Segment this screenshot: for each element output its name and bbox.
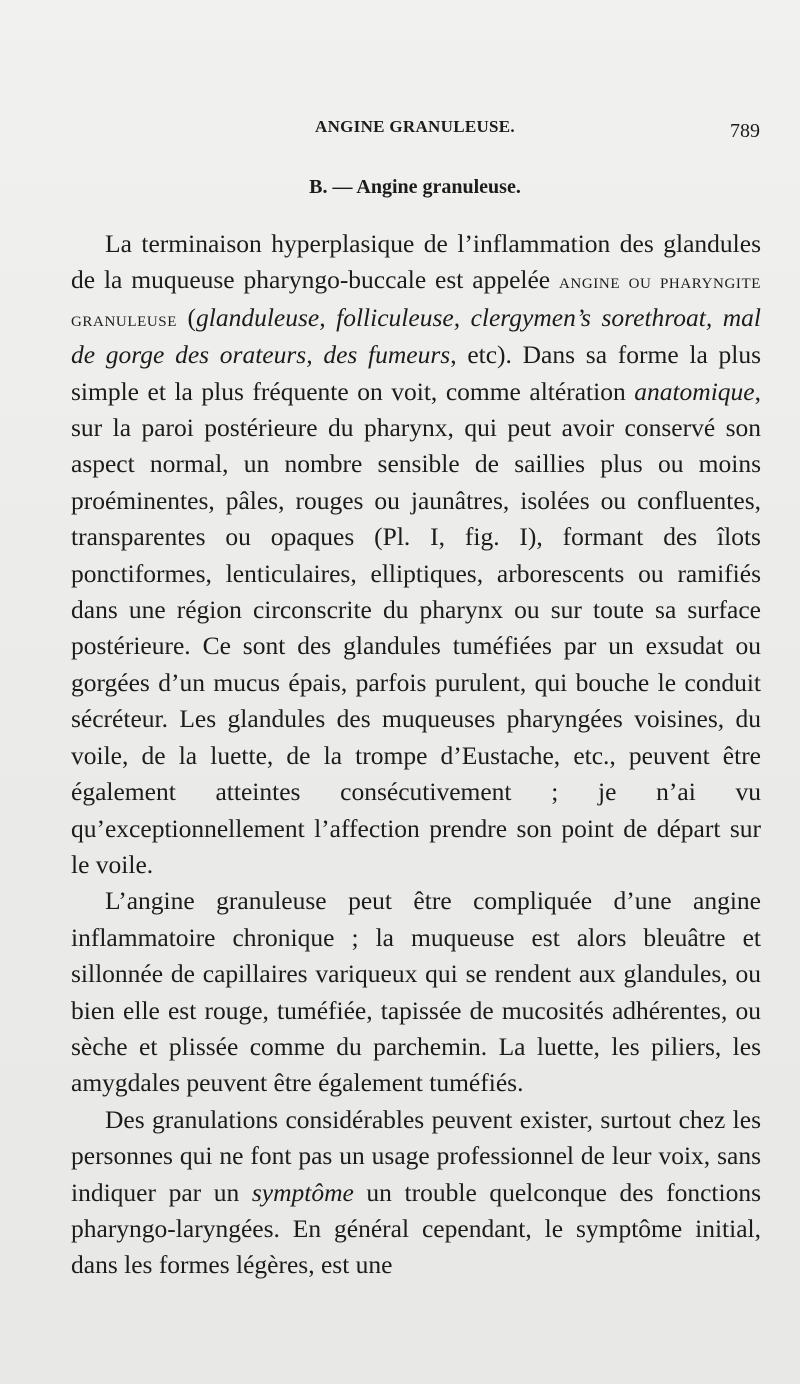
body-text <box>71 226 761 1284</box>
paragraph-1-text-a: La terminaison hyperplasique de l’inflammation des glandules de la muqueuse pharyngo-buccale est appelée <box>71 229 761 295</box>
paragraph-1-text-d: , sur la paroi postérieure du pharynx, qui peut avoir conservé son aspect normal, un nombre sensible de saillies plus ou moins proéminentes, pâles, rouges ou jaunâtres, isolées ou confluentes, transparentes ou opaques (Pl. I, fig. I), formant des îlots ponctiformes, lenticulaires, elliptiques, arborescents ou ramifiés dans une région circonscrite du pharynx ou sur toute sa surface postérieure. Ce sont des glandules tuméfiées par un exsudat ou gorgées d’un mucus épais, parfois purulent, qui bouche le conduit sécréteur. Les glandules des muqueuses pharyngées voisines, du voile, de la luette, de la trompe d’Eustache, etc., peuvent être également atteintes consécutivement ; je n’ai vu qu’exceptionnellement l’affection prendre son point de départ sur le voile. <box>71 376 761 879</box>
paragraph-3-italic-symptome: symptôme <box>251 1177 354 1207</box>
paragraph-3 <box>71 1102 761 1284</box>
paragraph-2: L’angine granuleuse peut être compliquée d’une angine inflammatoire chronique ; la muqueuse est alors bleuâtre et sillonnée de capillaires variqueux qui se rendent aux glandules, ou bien elle est rouge, tuméfiée, tapissée de mucosités adhérentes, ou sèche et plissée comme du parchemin. La luette, les piliers, les amygdales peuvent être également tuméfiés. <box>71 886 761 1098</box>
running-head <box>70 117 760 147</box>
paragraph-1-text-b: ( <box>177 302 197 332</box>
paragraph-3-text-a: Des granulations considérables peuvent exister, surtout chez les personnes qui ne font pas un usage professionnel de leur voix, sans indiquer par un <box>71 1104 761 1207</box>
page-number: 789 <box>730 120 760 142</box>
section-heading: B. — Angine granuleuse. <box>309 176 521 198</box>
paragraph-1 <box>71 226 761 883</box>
running-title: ANGINE GRANULEUSE. <box>315 117 515 136</box>
paragraph-3-text-b: un trouble quelconque des fonctions pharyngo-laryngées. En général cependant, le symptôme initial, dans les formes légères, est une <box>71 1177 761 1280</box>
paragraph-1-italic-anatomique: anatomique <box>634 376 755 406</box>
paragraph-1-text-c: , etc). Dans sa forme la plus simple et la plus fréquente on voit, comme altération <box>71 340 761 406</box>
paragraph-1-small-caps: angine ou pharyngite granuleuse <box>71 269 761 331</box>
paragraph-1-italic-synonyms: glanduleuse, folliculeuse, clergymen’s sorethroat, mal de gorge des orateurs, des fumeurs <box>71 302 761 370</box>
